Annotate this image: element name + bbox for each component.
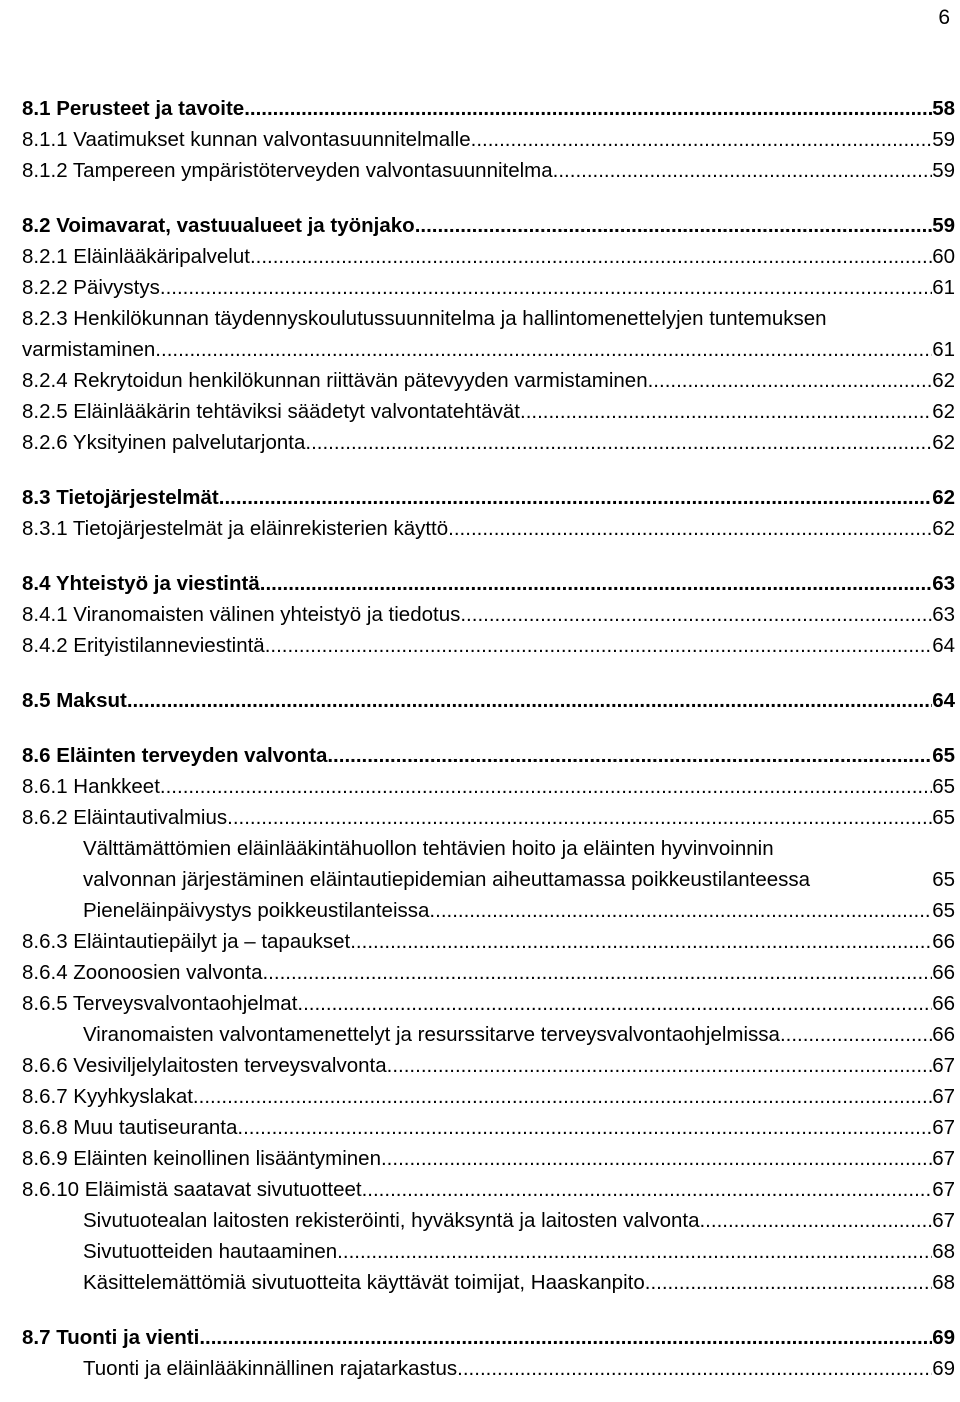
leader-dots [265, 630, 932, 661]
toc-entry-8-6-2-b[interactable] [83, 895, 955, 926]
leader-dots [305, 427, 932, 458]
leader-dots [237, 1112, 932, 1143]
toc-entry-8-2-3[interactable] [22, 303, 955, 334]
toc-entry-label: 8.4.2 Erityistilanneviestintä [22, 634, 265, 657]
toc-entry-page: 67 [932, 1209, 955, 1232]
leader-dots [350, 926, 932, 957]
toc-entry-8-6-2-a[interactable] [83, 833, 955, 864]
toc-entry-page: 67 [932, 1178, 955, 1201]
toc-entry-label: 8.5 Maksut [22, 689, 127, 712]
toc-entry-page: 69 [932, 1326, 955, 1349]
leader-dots [127, 685, 932, 716]
toc-entry-page: 68 [932, 1271, 955, 1294]
toc-entry-label: 8.7 Tuonti ja vienti [22, 1326, 200, 1349]
leader-dots [460, 599, 932, 630]
leader-dots [780, 1019, 932, 1050]
toc-entry-8-7[interactable] [22, 1322, 955, 1353]
toc-entry-8-2-6[interactable] [22, 427, 955, 458]
toc-entry-label: 8.1.1 Vaatimukset kunnan valvontasuunnitelmalle [22, 128, 471, 151]
toc-entry-8-6-3[interactable] [22, 926, 955, 957]
toc-entry-8-6-2[interactable] [22, 802, 955, 833]
toc-entry-label: 8.6 Eläinten terveyden valvonta [22, 744, 328, 767]
toc-entry-8-6-10-a[interactable] [83, 1205, 955, 1236]
toc-entry-8-6-8[interactable] [22, 1112, 955, 1143]
toc-entry-label: 8.2.1 Eläinlääkäripalvelut [22, 245, 250, 268]
toc-entry-page: 59 [932, 159, 955, 182]
toc-entry-8-6-1[interactable] [22, 771, 955, 802]
leader-dots [362, 1174, 933, 1205]
leader-dots [160, 771, 932, 802]
toc-entry-label: valvonnan järjestäminen eläintautiepidemian aiheuttamassa poikkeustilanteessa [83, 868, 811, 891]
toc-entry-page: 65 [932, 744, 955, 767]
toc-entry-label: 8.6.7 Kyyhkyslakat [22, 1085, 193, 1108]
toc-entry-page: 66 [932, 961, 955, 984]
toc-entry-8-6-10[interactable] [22, 1174, 955, 1205]
leader-dots [155, 334, 932, 365]
toc-entry-label: 8.6.8 Muu tautiseuranta [22, 1116, 238, 1139]
toc-entry-label: 8.2.6 Yksityinen palvelutarjonta [22, 431, 306, 454]
toc-entry-label: 8.4 Yhteistyö ja viestintä [22, 572, 260, 595]
toc-entry-page: 61 [932, 338, 955, 361]
leader-dots [645, 1267, 932, 1298]
leader-dots [387, 1050, 933, 1081]
toc-entry-label: 8.6.10 Eläimistä saatavat sivutuotteet [22, 1178, 362, 1201]
toc-entry-8-6-2-a-cont[interactable] [83, 864, 955, 895]
toc-entry-label: 8.2.5 Eläinlääkärin tehtäviksi säädetyt valvontatehtävät [22, 400, 520, 423]
toc-entry-label: Viranomaisten valvontamenettelyt ja resurssitarve terveysvalvontaohjelmissa [83, 1023, 780, 1046]
toc-entry-8-6-10-b[interactable] [83, 1236, 955, 1267]
toc-entry-page: 59 [932, 214, 955, 237]
toc-entry-8-6-6[interactable] [22, 1050, 955, 1081]
toc-entry-8-6-5-a[interactable] [83, 1019, 955, 1050]
toc-entry-8-4-1[interactable] [22, 599, 955, 630]
toc-entry-page: 67 [932, 1085, 955, 1108]
toc-entry-8-2-2[interactable] [22, 272, 955, 303]
toc-entry-page: 62 [932, 369, 955, 392]
leader-dots [381, 1143, 932, 1174]
toc-entry-label: Pieneläinpäivystys poikkeustilanteissa [83, 899, 430, 922]
toc-entry-8-6-7[interactable] [22, 1081, 955, 1112]
toc-entry-8-2-3-cont[interactable] [22, 334, 955, 365]
toc-entry-label: 8.6.6 Vesiviljelylaitosten terveysvalvonta [22, 1054, 387, 1077]
toc-entry-8-7-a[interactable] [83, 1353, 955, 1384]
toc-entry-label: 8.1.2 Tampereen ympäristöterveyden valvontasuunnitelma [22, 159, 553, 182]
toc-entry-label: Sivutuotealan laitosten rekisteröinti, hyväksyntä ja laitosten valvonta [83, 1209, 700, 1232]
toc-entry-8-6-5[interactable] [22, 988, 955, 1019]
toc-entry-8-6-4[interactable] [22, 957, 955, 988]
leader-dots [297, 988, 932, 1019]
toc-entry-page: 66 [932, 930, 955, 953]
leader-dots [260, 568, 932, 599]
toc-entry-8-4[interactable] [22, 568, 955, 599]
leader-dots [415, 210, 932, 241]
toc-entry-page: 67 [932, 1147, 955, 1170]
toc-entry-page: 67 [932, 1116, 955, 1139]
toc-entry-label: 8.2.2 Päivystys [22, 276, 160, 299]
leader-dots [244, 93, 932, 124]
toc-entry-8-3[interactable] [22, 482, 955, 513]
toc-entry-label: 8.2 Voimavarat, vastuualueet ja työnjako [22, 214, 415, 237]
toc-entry-page: 67 [932, 1054, 955, 1077]
toc-entry-page: 62 [932, 486, 955, 509]
toc-entry-label: 8.2.4 Rekrytoidun henkilökunnan riittävän pätevyyden varmistaminen [22, 369, 648, 392]
toc-entry-8-6[interactable] [22, 740, 955, 771]
toc-entry-page: 65 [932, 806, 955, 829]
toc-entry-8-2-1[interactable] [22, 241, 955, 272]
toc-entry-page: 68 [932, 1240, 955, 1263]
page-number: 6 [938, 6, 950, 29]
leader-dots [429, 895, 932, 926]
leader-dots [520, 396, 932, 427]
leader-dots [648, 365, 933, 396]
toc-entry-page: 65 [932, 868, 955, 891]
toc-entry-label: 8.3.1 Tietojärjestelmät ja eläinrekisterien käyttö [22, 517, 449, 540]
toc-entry-page: 66 [932, 1023, 955, 1046]
leader-dots [199, 1322, 932, 1353]
toc-entry-8-4-2[interactable] [22, 630, 955, 661]
toc-entry-label: 8.6.2 Eläintautivalmius [22, 806, 228, 829]
leader-dots [448, 513, 932, 544]
toc-entry-page: 64 [932, 634, 955, 657]
toc-entry-label: 8.4.1 Viranomaisten välinen yhteistyö ja tiedotus [22, 603, 461, 626]
toc-entry-label: 8.6.5 Terveysvalvontaohjelmat [22, 992, 298, 1015]
leader-dots [457, 1353, 932, 1384]
toc-entry-label: 8.6.3 Eläintautiepäilyt ja – tapaukset [22, 930, 351, 953]
leader-dots [227, 802, 932, 833]
toc-entry-8-1[interactable] [22, 93, 955, 124]
leader-dots [262, 957, 932, 988]
toc-entry-label: 8.2.3 Henkilökunnan täydennyskoulutussuunnitelma ja hallintomenettelyjen tuntemuksen [22, 307, 827, 330]
leader-dots [471, 124, 933, 155]
toc-entry-8-1-2[interactable] [22, 155, 955, 186]
toc-entry-8-6-9[interactable] [22, 1143, 955, 1174]
leader-dots [250, 241, 932, 272]
toc-entry-page: 58 [932, 97, 955, 120]
toc-entry-8-2-5[interactable] [22, 396, 955, 427]
toc-entry-page: 59 [932, 128, 955, 151]
toc-entry-page: 65 [932, 775, 955, 798]
toc-entry-label: Välttämättömien eläinlääkintähuollon tehtävien hoito ja eläinten hyvinvoinnin [83, 837, 774, 860]
toc-entry-8-2[interactable] [22, 210, 955, 241]
toc-entry-page: 69 [932, 1357, 955, 1380]
toc-entry-page: 64 [932, 689, 955, 712]
toc-entry-8-5[interactable] [22, 685, 955, 716]
toc-entry-label: Käsittelemättömiä sivutuotteita käyttävät toimijat, Haaskanpito [83, 1271, 645, 1294]
toc-entry-page: 63 [932, 572, 955, 595]
toc-entry-page: 60 [932, 245, 955, 268]
toc-entry-8-1-1[interactable] [22, 124, 955, 155]
toc-entry-label: 8.6.4 Zoonoosien valvonta [22, 961, 263, 984]
leader-dots [699, 1205, 932, 1236]
toc-entry-page: 62 [932, 400, 955, 423]
toc-entry-page: 62 [932, 431, 955, 454]
toc-entry-page: 65 [932, 899, 955, 922]
leader-dots [327, 740, 932, 771]
leader-dots [219, 482, 932, 513]
toc-entry-page: 66 [932, 992, 955, 1015]
toc-entry-8-3-1[interactable] [22, 513, 955, 544]
leader-dots [337, 1236, 932, 1267]
toc-entry-label: 8.6.1 Hankkeet [22, 775, 160, 798]
toc-entry-label: varmistaminen [22, 338, 156, 361]
leader-dots [160, 272, 932, 303]
toc-entry-label: 8.6.9 Eläinten keinollinen lisääntyminen [22, 1147, 381, 1170]
leader-dots [193, 1081, 932, 1112]
toc-entry-label: Tuonti ja eläinlääkinnällinen rajatarkastus [83, 1357, 458, 1380]
toc-entry-label: Sivutuotteiden hautaaminen [83, 1240, 338, 1263]
toc-entry-label: 8.3 Tietojärjestelmät [22, 486, 219, 509]
toc-entry-8-6-10-c[interactable] [83, 1267, 955, 1298]
toc-entry-page: 62 [932, 517, 955, 540]
toc-entry-label: 8.1 Perusteet ja tavoite [22, 97, 245, 120]
leader-dots [553, 155, 933, 186]
toc-entry-page: 63 [932, 603, 955, 626]
toc-entry-8-2-4[interactable] [22, 365, 955, 396]
toc-entry-page: 61 [932, 276, 955, 299]
